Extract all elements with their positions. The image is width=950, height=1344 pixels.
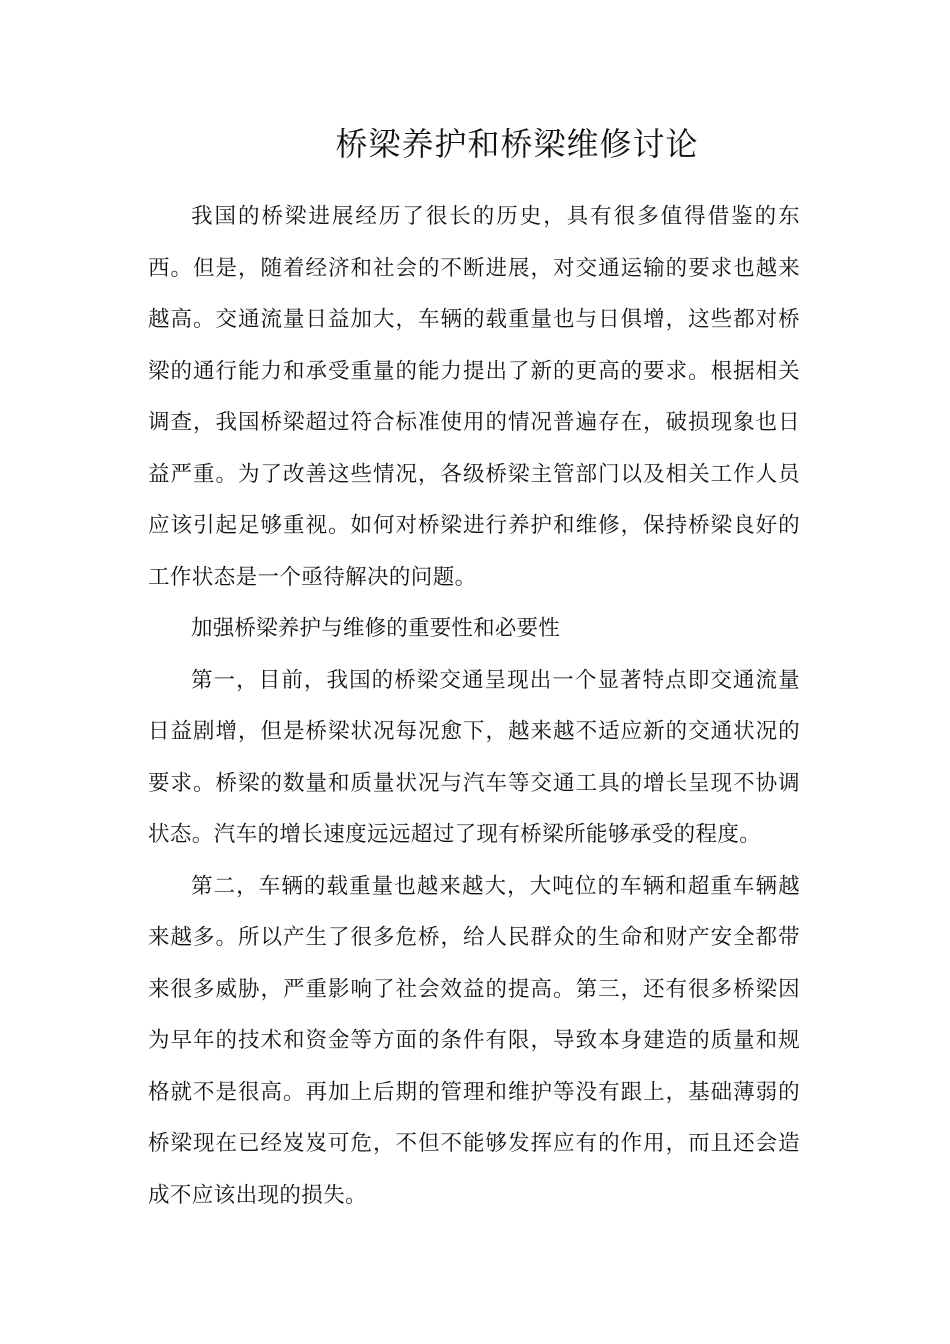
- section-heading: 加强桥梁养护与维修的重要性和必要性: [191, 616, 560, 641]
- first-point-paragraph: 第一，目前，我国的桥梁交通呈现出一个显著特点即交通流量日益剧增，但是桥梁状况每况愈下，越来越不适应新的交通状况的要求。桥梁的数量和质量状况与汽车等交通工具的增长呈现不协调状态。汽车的增长速度远远超过了现有桥梁所能够承受的程度。: [148, 667, 800, 847]
- document-title: 桥梁养护和桥梁维修讨论: [335, 125, 699, 163]
- second-point-paragraph: 第二，车辆的载重量也越来越大，大吨位的车辆和超重车辆越来越多。所以产生了很多危桥，给人民群众的生命和财产安全都带来很多威胁，严重影响了社会效益的提高。第三，还有很多桥梁因为早年的技术和资金等方面的条件有限，导致本身建造的质量和规格就不是很高。再加上后期的管理和维护等没有跟上，基础薄弱的桥梁现在已经岌岌可危，不但不能够发挥应有的作用，而且还会造成不应该出现的损失。: [148, 873, 800, 1208]
- intro-paragraph: 我国的桥梁进展经历了很长的历史，具有很多值得借鉴的东西。但是，随着经济和社会的不断进展，对交通运输的要求也越来越高。交通流量日益加大，车辆的载重量也与日俱增，这些都对桥梁的通行能力和承受重量的能力提出了新的更高的要求。根据相关调查，我国桥梁超过符合标准使用的情况普遍存在，破损现象也日益严重。为了改善这些情况，各级桥梁主管部门以及相关工作人员应该引起足够重视。如何对桥梁进行养护和维修，保持桥梁良好的工作状态是一个亟待解决的问题。: [148, 204, 800, 590]
- document-body: [148, 191, 800, 1221]
